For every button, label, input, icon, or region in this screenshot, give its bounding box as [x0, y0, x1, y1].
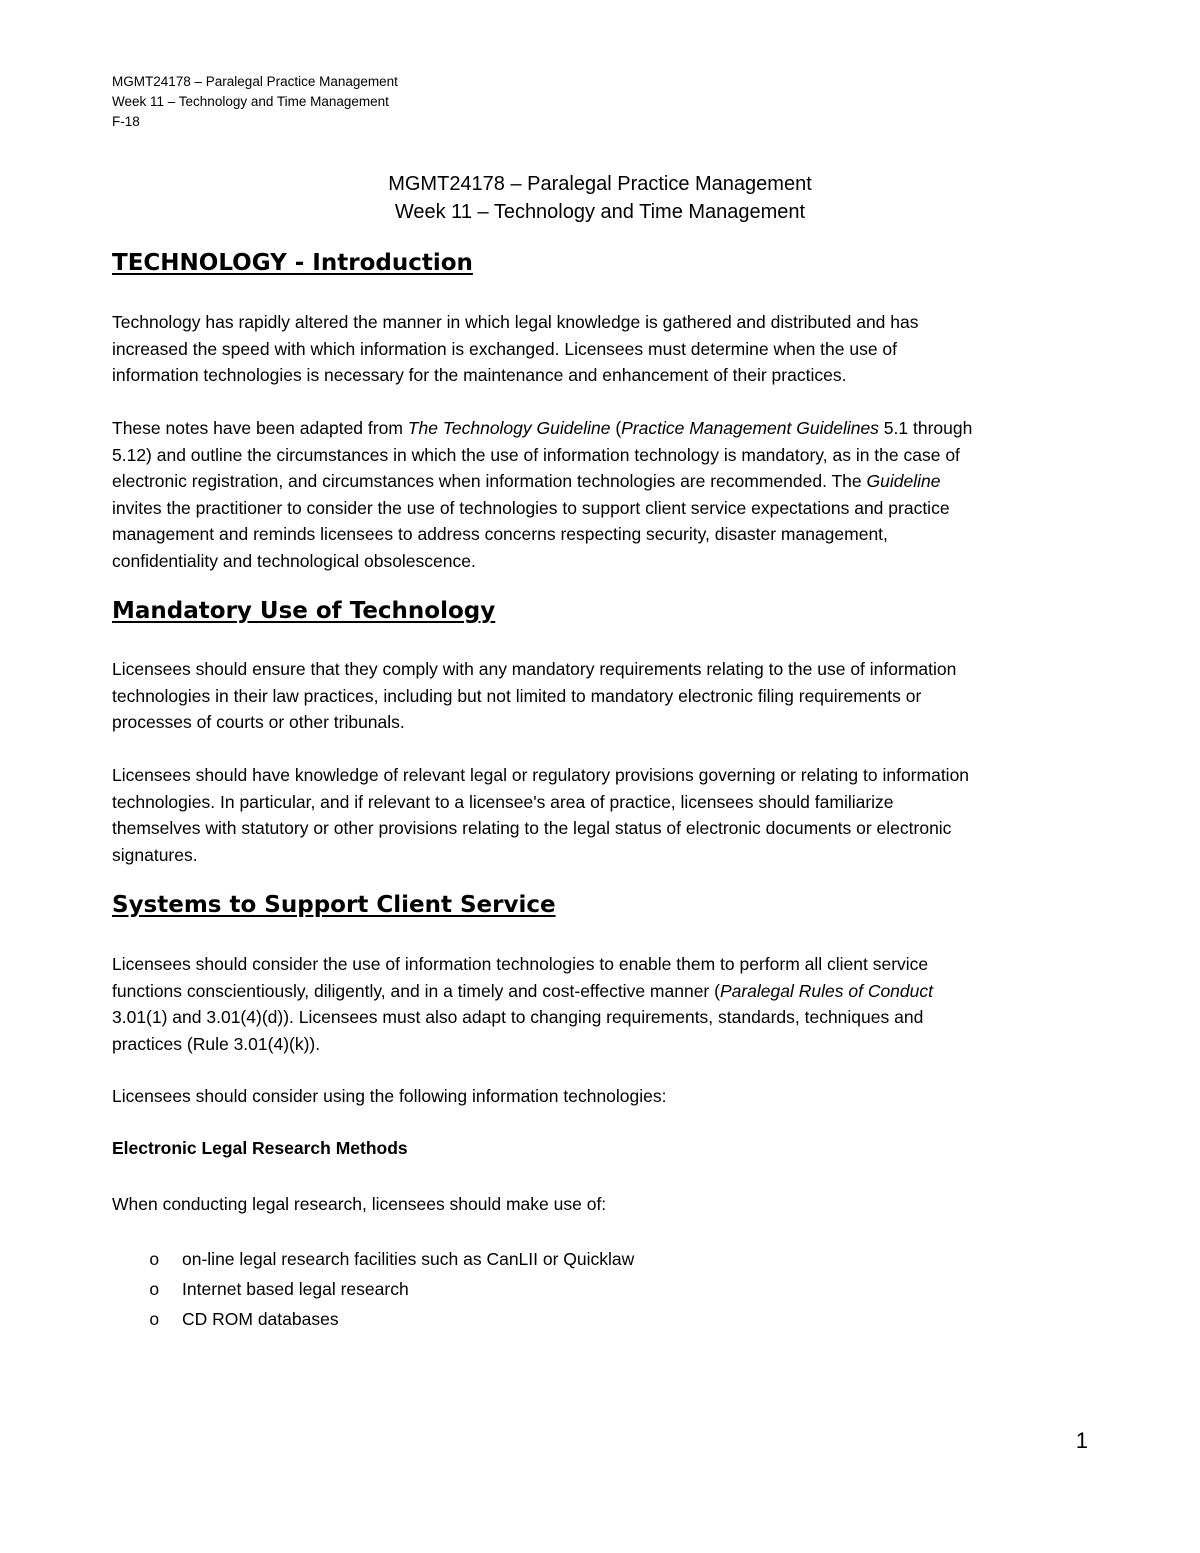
list-item-text: Internet based legal research: [182, 1279, 409, 1299]
text-line: processes of courts or other tribunals.: [112, 712, 405, 732]
text-line: Technology has rapidly altered the manner in which legal knowledge is gathered and distributed and has: [112, 312, 919, 332]
text-line: information technologies is necessary for the maintenance and enhancement of their practices.: [112, 365, 847, 385]
text-line: Licensees should consider the use of information technologies to enable them to perform all client service: [112, 954, 929, 974]
intro-paragraph-1: [112, 309, 1097, 389]
subheading-electronic-legal-research: Electronic Legal Research Methods: [112, 1138, 408, 1158]
page-number: 1: [1075, 1428, 1088, 1453]
text-run: functions conscientiously, diligently, and in a timely and cost-effective manner (: [112, 980, 720, 1001]
client-service-paragraph-1: [112, 951, 1097, 1057]
bullet-marker: o: [149, 1311, 160, 1331]
text-run: (: [610, 418, 622, 438]
text-line: themselves with statutory or other provisions relating to the legal status of electronic documents or electronic: [112, 818, 952, 838]
text-line: Licensees should ensure that they comply with any mandatory requirements relating to the use of information: [112, 659, 957, 679]
text-line: [112, 415, 1097, 442]
guideline-title: The Technology Guideline: [407, 418, 611, 438]
text-line: Licensees should consider using the following information technologies:: [112, 1086, 667, 1106]
list-item-text: on-line legal research facilities such as CanLII or Quicklaw: [182, 1249, 635, 1269]
text-line: [112, 978, 1097, 1005]
guideline-word: Guideline: [866, 471, 941, 491]
document-title-week: Week 11 – Technology and Time Management: [394, 201, 806, 223]
text-run: 5.1 through: [878, 418, 973, 438]
list-item: [112, 1245, 634, 1275]
client-service-paragraph-2: [112, 1083, 1097, 1110]
text-run: These notes have been adapted from: [112, 418, 408, 438]
running-header-term: F-18: [112, 114, 140, 129]
client-service-paragraph-3: [112, 1191, 1097, 1218]
text-line: 5.12) and outline the circumstances in which the use of information technology is mandatory, as in the case of: [112, 444, 960, 465]
intro-paragraph-2: [112, 415, 1097, 574]
text-line: invites the practitioner to consider the use of technologies to support client service expectations and practice: [112, 497, 950, 518]
document-title-course: MGMT24178 – Paralegal Practice Management: [388, 173, 812, 195]
text-line: Licensees should have knowledge of relevant legal or regulatory provisions governing or relating to information: [112, 765, 970, 785]
text-run: electronic registration, and circumstances when information technologies are recommended. The: [112, 471, 867, 491]
text-line: increased the speed with which information is exchanged. Licensees must determine when the use of: [112, 338, 898, 359]
text-line: management and reminds licensees to address concerns respecting security, disaster management,: [112, 524, 888, 544]
mandatory-paragraph-2: [112, 762, 1097, 868]
text-line: 3.01(1) and 3.01(4)(d)). Licensees must also adapt to changing requirements, standards, techniques and: [112, 1007, 924, 1027]
guidelines-reference: Practice Management Guidelines: [621, 418, 879, 438]
running-header-week: Week 11 – Technology and Time Management: [112, 94, 389, 109]
research-methods-list: [112, 1245, 634, 1335]
text-line: practices (Rule 3.01(4)(k)).: [112, 1033, 321, 1054]
bullet-marker: o: [149, 1281, 160, 1301]
running-header-course: MGMT24178 – Paralegal Practice Management: [112, 74, 398, 89]
text-line: [112, 468, 1097, 495]
running-header: [112, 72, 398, 132]
list-item: [112, 1275, 634, 1305]
text-line: When conducting legal research, licensees should make use of:: [112, 1194, 607, 1214]
heading-client-service: Systems to Support Client Service: [112, 892, 556, 918]
heading-mandatory-use: Mandatory Use of Technology: [112, 598, 496, 624]
rules-of-conduct-reference: Paralegal Rules of Conduct: [719, 980, 933, 1001]
list-item-text: CD ROM databases: [182, 1309, 339, 1329]
text-line: signatures.: [112, 844, 198, 865]
list-item: [112, 1305, 634, 1335]
mandatory-paragraph-1: [112, 656, 1097, 736]
text-line: confidentiality and technological obsolescence.: [112, 550, 476, 571]
text-line: technologies. In particular, and if relevant to a licensee's area of practice, licensees should familiarize: [112, 791, 894, 812]
heading-technology-introduction: TECHNOLOGY - Introduction: [112, 250, 473, 276]
text-line: technologies in their law practices, including but not limited to mandatory electronic filing requirements or: [112, 685, 922, 706]
document-title: [0, 170, 1200, 226]
bullet-marker: o: [149, 1251, 160, 1271]
